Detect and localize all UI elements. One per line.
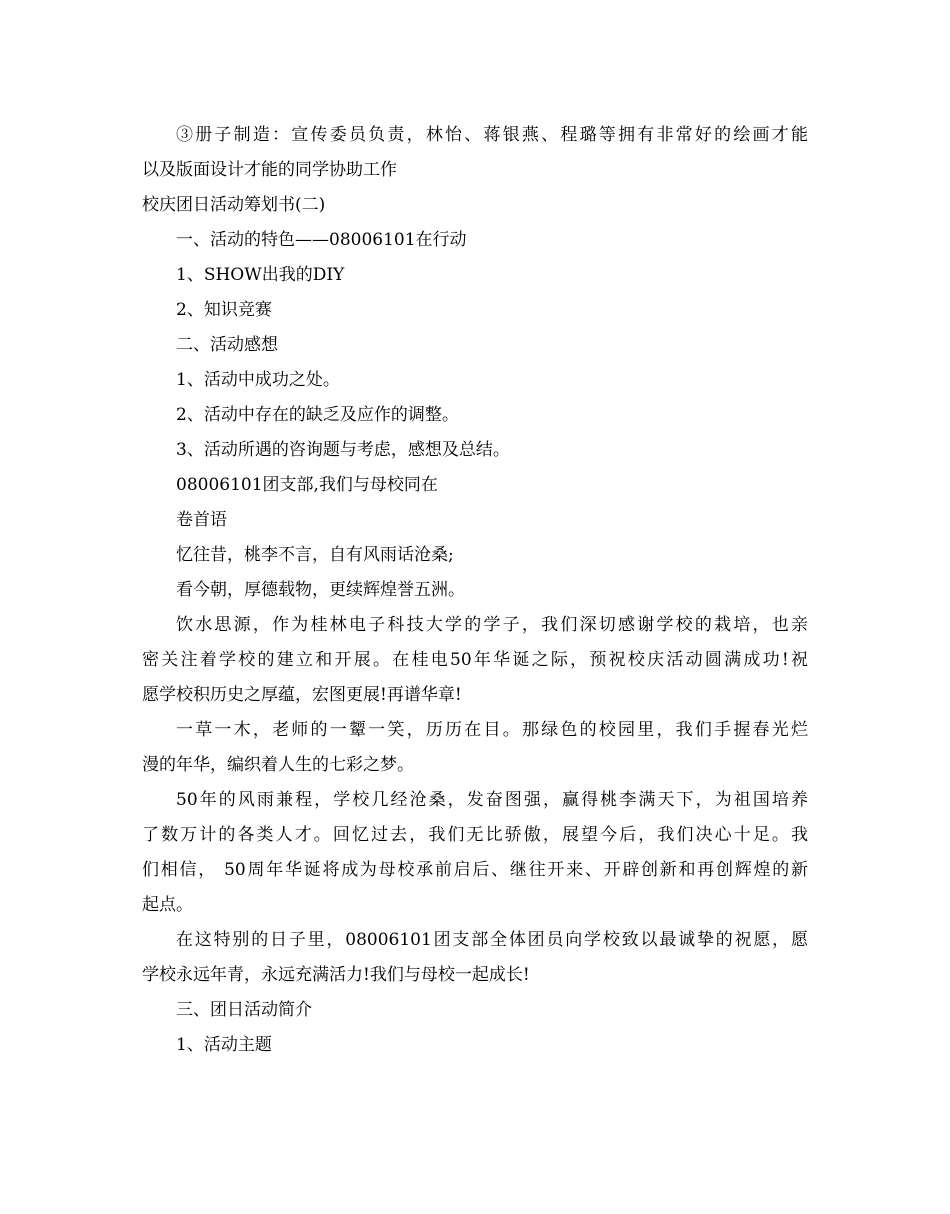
- section-title: 校庆团日活动筹划书(二): [142, 195, 326, 215]
- special-day-paragraph-line-1: 在这特别的日子里，08006101团支部全体团员向学校致以最诚挚的祝愿，愿: [176, 930, 808, 950]
- booklet-paragraph-line-1: ③册子制造：宣传委员负责，林怡、蒋银燕、程璐等拥有非常好的绘画才能: [176, 125, 808, 145]
- memory-paragraph-line-2: 漫的年华，编织着人生的七彩之梦。: [142, 755, 414, 775]
- list-item: 忆往昔，桃李不言，自有风雨话沧桑;: [176, 545, 454, 565]
- list-item: 1、活动主题: [176, 1035, 272, 1055]
- list-item: 1、SHOW出我的DIY: [176, 265, 345, 285]
- list-item: 二、活动感想: [176, 335, 278, 355]
- gratitude-paragraph-line-2: 密关注着学校的建立和开展。在桂电50年华诞之际，预祝校庆活动圆满成功!祝: [142, 650, 808, 670]
- list-item: 2、活动中存在的缺乏及应作的调整。: [176, 405, 459, 425]
- fifty-years-paragraph-line-2: 了数万计的各类人才。回忆过去，我们无比骄傲，展望今后，我们决心十足。我: [142, 825, 808, 845]
- booklet-paragraph-line-2: 以及版面设计才能的同学协助工作: [142, 160, 397, 180]
- list-item: 2、知识竞赛: [176, 300, 272, 320]
- special-day-paragraph-line-2: 学校永远年青，永远充满活力!我们与母校一起成长!: [142, 965, 530, 985]
- memory-paragraph-line-1: 一草一木，老师的一颦一笑，历历在目。那绿色的校园里，我们手握春光烂: [176, 720, 808, 740]
- fifty-years-paragraph-line-4: 起点。: [142, 895, 193, 915]
- list-item: 1、活动中成功之处。: [176, 370, 340, 390]
- list-item: 卷首语: [176, 510, 227, 530]
- list-item: 看今朝，厚德载物，更续辉煌誉五洲。: [176, 580, 465, 600]
- gratitude-paragraph-line-3: 愿学校积历史之厚蕴，宏图更展!再谱华章!: [142, 685, 462, 705]
- list-item: 3、活动所遇的咨询题与考虑，感想及总结。: [176, 440, 510, 460]
- gratitude-paragraph-line-1: 饮水思源，作为桂林电子科技大学的学子，我们深切感谢学校的栽培，也亲: [176, 615, 808, 635]
- fifty-years-paragraph-line-3: 们相信， 50周年华诞将成为母校承前启后、继往开来、开辟创新和再创辉煌的新: [142, 860, 808, 880]
- fifty-years-paragraph-line-1: 50年的风雨兼程，学校几经沧桑，发奋图强，赢得桃李满天下，为祖国培养: [176, 790, 808, 810]
- list-item: 08006101团支部,我们与母校同在: [176, 475, 438, 495]
- list-item: 一、活动的特色——08006101在行动: [176, 230, 467, 250]
- list-item: 三、团日活动简介: [176, 1000, 312, 1020]
